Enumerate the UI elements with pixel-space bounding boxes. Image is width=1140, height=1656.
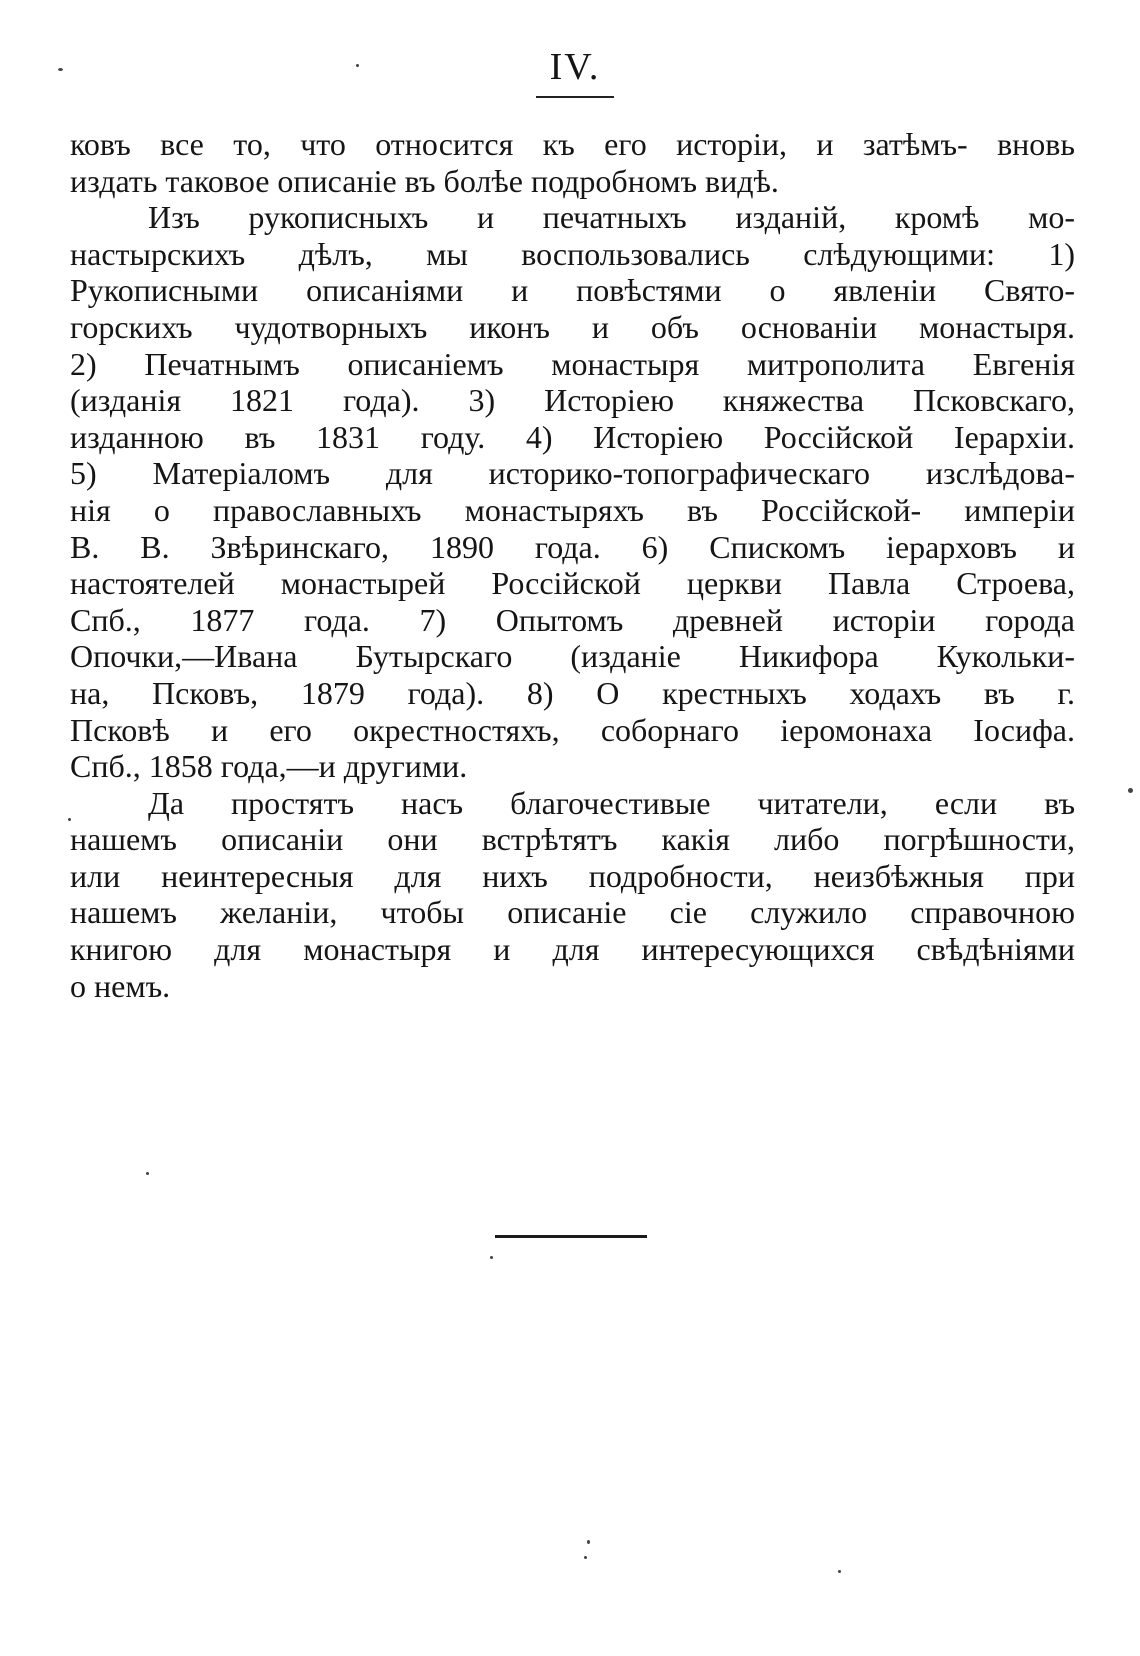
scan-speck [68, 818, 71, 821]
text-line: или неинтересныя для нихъ подробности, неизбѣжныя при [70, 857, 1075, 894]
text-line: на, Псковъ, 1879 года). 8) О крестныхъ ходахъ въ г. [70, 674, 1075, 711]
text-line: книгою для монастыря и для интересующихся свѣдѣніями [70, 931, 1075, 968]
text-line: нашемъ желаніи, чтобы описаніе сіе служило справочною [70, 894, 1075, 931]
text-line: Изъ рукописныхъ и печатныхъ изданій, кромѣ мо- [148, 199, 1075, 236]
text-line: 5) Матеріаломъ для историко-топографическаго изслѣдова- [70, 455, 1075, 492]
text-line: о немъ. [70, 967, 171, 1004]
text-line: Опочки,—Ивана Бутырскаго (изданіе Никифора Кукольки- [70, 638, 1075, 675]
text-line: 2) Печатнымъ описаніемъ монастыря митрополита Евгенія [70, 345, 1075, 382]
scan-speck [587, 1540, 590, 1544]
page-number: IV. [549, 46, 601, 88]
text-line: издать таковое описаніе въ болѣе подробномъ видѣ. [70, 162, 779, 199]
text-line: ковъ все то, что относится къ его исторіи, и затѣмъ- вновь [70, 126, 1075, 162]
text-line: В. В. Звѣринскаго, 1890 года. 6) Спискомъ іерарховъ и [70, 528, 1075, 565]
text-line: настырскихъ дѣлъ, мы воспользовались слѣдующими: 1) [70, 235, 1075, 272]
text-line: Рукописными описаніями и повѣстями о явленіи Свято- [70, 272, 1075, 309]
text-line: (изданія 1821 года). 3) Исторіею княжества Псковскаго, [70, 382, 1075, 419]
text-line: настоятелей монастырей Россійской церкви Павла Строева, [70, 565, 1075, 602]
body-text [70, 126, 1075, 1004]
text-line: Спб., 1877 года. 7) Опытомъ древней исторіи города [70, 601, 1075, 638]
text-line: нія о православныхъ монастыряхъ въ Россійской- имперіи [70, 491, 1075, 528]
scan-speck [584, 1556, 587, 1559]
scan-speck [1128, 788, 1133, 793]
text-line: Псковѣ и его окрестностяхъ, соборнаго іеромонаха Іосифа. [70, 711, 1075, 748]
scan-speck [146, 1172, 149, 1175]
text-line: нашемъ описаніи они встрѣтятъ какія либо погрѣшности, [70, 821, 1075, 858]
scan-speck [356, 64, 359, 67]
text-line: горскихъ чудотворныхъ иконъ и объ основаніи монастыря. [70, 308, 1075, 345]
page-number-underline [536, 96, 614, 98]
text-line: Да простятъ насъ благочестивые читатели, если въ [148, 784, 1075, 821]
scan-speck [490, 1256, 493, 1259]
scan-speck [58, 68, 63, 71]
text-line: изданною въ 1831 году. 4) Исторіею Россійской Іерархіи. [70, 418, 1075, 455]
scan-speck [838, 1570, 841, 1573]
text-line: Спб., 1858 года,—и другими. [70, 748, 468, 785]
section-end-rule [495, 1235, 647, 1238]
